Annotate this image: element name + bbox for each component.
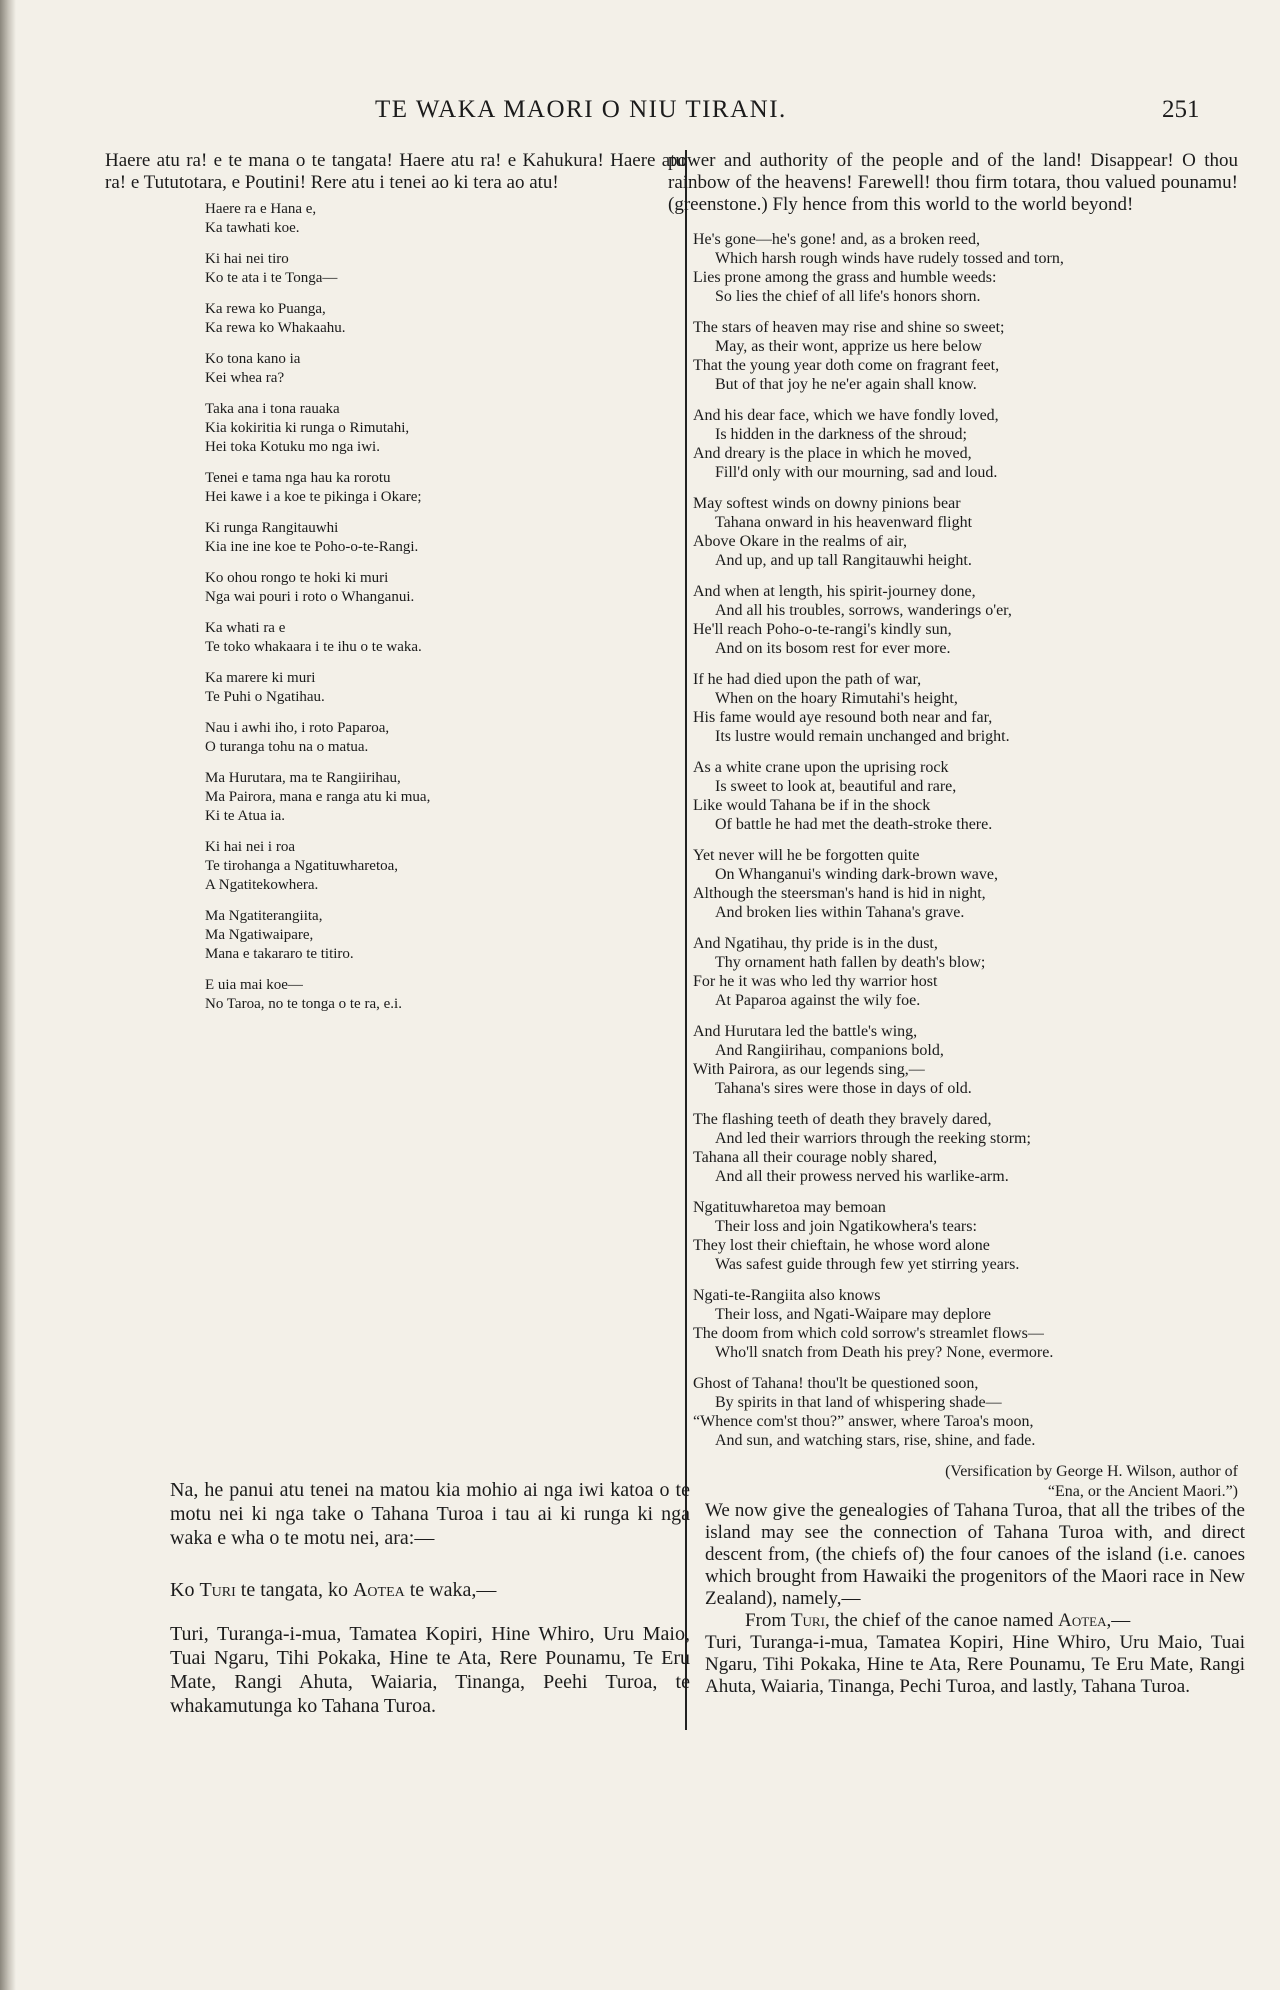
stanza xyxy=(693,1022,1238,1098)
canoe-line-suffix: te waka,— xyxy=(409,1579,497,1601)
verse-line: His fame would aye resound both near and far, xyxy=(693,709,993,726)
stanza xyxy=(693,318,1238,394)
left-intro-paragraph: Haere atu ra! e te mana o te tangata! Haere atu ra! e Kahukura! Haere atu ra! e Tututotara, e Poutini! Rere atu i tenei ao ki tera ao atu! xyxy=(105,150,685,193)
credit-line-2: “Ena, or the Ancient Maori.”) xyxy=(1047,1483,1238,1500)
verse-line: Hei kawe i a koe te pikinga i Okare; xyxy=(205,489,422,505)
verse-line: Ka rewa ko Whakaahu. xyxy=(205,320,346,336)
verse-line: Although the steersman's hand is hid in night, xyxy=(693,885,986,902)
from-canoe: Aotea xyxy=(1058,1610,1107,1631)
stanza xyxy=(205,250,685,288)
canoe-person: Turi xyxy=(199,1579,236,1601)
english-versification xyxy=(668,230,1238,1450)
canoe-line-prefix: Ko xyxy=(170,1579,195,1601)
stanza xyxy=(205,200,685,238)
verse-line: Like would Tahana be if in the shock xyxy=(693,797,931,814)
from-end: ,— xyxy=(1106,1610,1131,1631)
stanza xyxy=(693,230,1238,306)
stanza xyxy=(205,719,685,757)
right-intro-paragraph: power and authority of the people and of the land! Disappear! O thou rainbow of the heavens! Farewell! thou firm totara, thou valued pounamu! (greenstone.) Fly hence from this world to the world beyond! xyxy=(668,150,1238,215)
verse-line: The doom from which cold sorrow's streamlet flows— xyxy=(693,1325,1044,1342)
stanza xyxy=(693,758,1238,834)
verse-line: Ki hai nei tiro xyxy=(205,251,289,267)
verse-line: Who'll snatch from Death his prey? None, evermore. xyxy=(715,1344,1054,1361)
verse-line: Haere ra e Hana e, xyxy=(205,201,317,217)
verse-line: Ma Pairora, mana e ranga atu ki mua, xyxy=(205,789,431,805)
verse-line: The flashing teeth of death they bravely dared, xyxy=(693,1111,992,1128)
verse-line: Fill'd only with our mourning, sad and loud. xyxy=(715,464,998,481)
from-prefix: From xyxy=(745,1610,787,1631)
verse-line: Te Puhi o Ngatihau. xyxy=(205,689,325,705)
credit-line-1: (Versification by George H. Wilson, author of xyxy=(945,1463,1238,1480)
stanza xyxy=(693,1198,1238,1274)
verse-line: Ki hai nei i roa xyxy=(205,839,295,855)
verse-line: As a white crane upon the uprising rock xyxy=(693,759,949,776)
verse-line: May, as their wont, apprize us here below xyxy=(715,338,982,355)
verse-line: At Paparoa against the wily foe. xyxy=(715,992,921,1009)
stanza xyxy=(205,838,685,895)
verse-line: Thy ornament hath fallen by death's blow; xyxy=(715,954,986,971)
verse-line: And led their warriors through the reeking storm; xyxy=(715,1130,1031,1147)
stanza xyxy=(205,976,685,1014)
verse-line: Which harsh rough winds have rudely tossed and torn, xyxy=(715,250,1064,267)
right-genealogy-intro: We now give the genealogies of Tahana Turoa, that all the tribes of the island may see the connection of Tahana Turoa with, and direct descent from, (the chiefs of) the four canoes of the island (i.e. canoes which brought from Hawaiki the progenitors of the Maori race in New Zealand), namely,— xyxy=(705,1500,1245,1609)
verse-line: He's gone—he's gone! and, as a broken reed, xyxy=(693,231,980,248)
stanza xyxy=(693,406,1238,482)
stanza xyxy=(205,519,685,557)
verse-line: Ghost of Tahana! thou'lt be questioned soon, xyxy=(693,1375,979,1392)
verse-line: Ma Ngatiwaipare, xyxy=(205,927,314,943)
verse-line: When on the hoary Rimutahi's height, xyxy=(715,690,958,707)
stanza xyxy=(205,400,685,457)
page-number: 251 xyxy=(1162,96,1200,123)
verse-line: With Pairora, as our legends sing,— xyxy=(693,1061,925,1078)
stanza xyxy=(693,1374,1238,1450)
verse-line: Yet never will he be forgotten quite xyxy=(693,847,920,864)
verse-line: Above Okare in the realms of air, xyxy=(693,533,907,550)
right-column xyxy=(668,150,1238,1502)
page-edge-shadow xyxy=(0,0,16,1990)
verse-line: And dreary is the place in which he moved, xyxy=(693,445,972,462)
versification-credit xyxy=(668,1462,1238,1502)
verse-line: A Ngatitekowhera. xyxy=(205,877,319,893)
verse-line: And all his troubles, sorrows, wanderings o'er, xyxy=(715,602,1012,619)
right-genealogy-list: Turi, Turanga-i-mua, Tamatea Kopiri, Hine Whiro, Uru Maio, Tuai Ngaru, Tihi Pokaka, Hine te Ata, Rere Pounamu, Te Eru Mate, Rangi Ahuta, Waiaria, Tinanga, Pechi Turoa, and lastly, Tahana Turoa. xyxy=(705,1632,1245,1697)
running-header xyxy=(0,96,1280,136)
verse-line: Their loss, and Ngati-Waipare may deplore xyxy=(715,1306,991,1323)
verse-line: And Hurutara led the battle's wing, xyxy=(693,1023,918,1040)
verse-line: O turanga tohu na o matua. xyxy=(205,739,369,755)
verse-line: Ko tona kano ia xyxy=(205,351,301,367)
stanza xyxy=(693,1286,1238,1362)
verse-line: The stars of heaven may rise and shine so sweet; xyxy=(693,319,1005,336)
verse-line: But of that joy he ne'er again shall know. xyxy=(715,376,977,393)
verse-line: Ma Ngatiterangiita, xyxy=(205,908,323,924)
left-canoe-line xyxy=(170,1578,690,1602)
verse-line: Ko te ata i te Tonga— xyxy=(205,270,338,286)
stanza xyxy=(205,469,685,507)
verse-line: Ki te Atua ia. xyxy=(205,808,285,824)
verse-line: Te tirohanga a Ngatituwharetoa, xyxy=(205,858,399,874)
verse-line: No Taroa, no te tonga o te ra, e.i. xyxy=(205,996,402,1012)
verse-line: Mana e takararo te titiro. xyxy=(205,946,354,962)
verse-line: They lost their chieftain, he whose word alone xyxy=(693,1237,990,1254)
stanza xyxy=(693,1110,1238,1186)
verse-line: And all their prowess nerved his warlike-arm. xyxy=(715,1168,1009,1185)
verse-line: By spirits in that land of whispering shade— xyxy=(715,1394,1002,1411)
verse-line: Was safest guide through few yet stirring years. xyxy=(715,1256,1020,1273)
right-from-line xyxy=(705,1610,1245,1632)
verse-line: Tahana all their courage nobly shared, xyxy=(693,1149,938,1166)
verse-line: So lies the chief of all life's honors shorn. xyxy=(715,288,981,305)
verse-line: Ka tawhati koe. xyxy=(205,220,300,236)
verse-line: Nau i awhi iho, i roto Paparoa, xyxy=(205,720,390,736)
left-genealogy-intro: Na, he panui atu tenei na matou kia mohio ai nga iwi katoa o te motu nei ki nga take o Tahana Turoa i tau ai ki runga ki nga waka e wha o te motu nei, ara:— xyxy=(170,1479,690,1549)
stanza xyxy=(205,907,685,964)
verse-line: Ko ohou rongo te hoki ki muri xyxy=(205,570,389,586)
verse-line: If he had died upon the path of war, xyxy=(693,671,922,688)
verse-line: And up, and up tall Rangitauwhi height. xyxy=(715,552,972,569)
verse-line: Ma Hurutara, ma te Rangiirihau, xyxy=(205,770,401,786)
verse-line: And on its bosom rest for ever more. xyxy=(715,640,951,657)
verse-line: And his dear face, which we have fondly loved, xyxy=(693,407,999,424)
verse-line: And when at length, his spirit-journey done, xyxy=(693,583,976,600)
verse-line: Ngati-te-Rangiita also knows xyxy=(693,1287,881,1304)
stanza xyxy=(205,619,685,657)
verse-line: Ngatituwharetoa may bemoan xyxy=(693,1199,886,1216)
left-genealogy-list: Turi, Turanga-i-mua, Tamatea Kopiri, Hine Whiro, Uru Maio, Tuai Ngaru, Tihi Pokaka, Hine te Ata, Rere Pounamu, Te Eru Mate, Rangi Ahuta, Waiaria, Tinanga, Peehi Turoa, te whakamutunga ko Tahana Turoa. xyxy=(170,1623,690,1717)
verse-line: Its lustre would remain unchanged and bright. xyxy=(715,728,1010,745)
verse-line: Tenei e tama nga hau ka rorotu xyxy=(205,470,391,486)
left-column xyxy=(105,150,685,1026)
stanza xyxy=(693,494,1238,570)
verse-line: And broken lies within Tahana's grave. xyxy=(715,904,965,921)
stanza xyxy=(205,569,685,607)
verse-line: He'll reach Poho-o-te-rangi's kindly sun, xyxy=(693,621,952,638)
verse-line: Ka rewa ko Puanga, xyxy=(205,301,326,317)
stanza xyxy=(693,670,1238,746)
verse-line: That the young year doth come on fragrant feet, xyxy=(693,357,1000,374)
stanza xyxy=(205,669,685,707)
verse-line: And sun, and watching stars, rise, shine, and fade. xyxy=(715,1432,1036,1449)
verse-line: On Whanganui's winding dark-brown wave, xyxy=(715,866,998,883)
verse-line: Nga wai pouri i roto o Whanganui. xyxy=(205,589,415,605)
right-genealogy-section xyxy=(705,1500,1245,1698)
left-genealogy-section xyxy=(170,1478,690,1718)
stanza xyxy=(693,934,1238,1010)
verse-line: Of battle he had met the death-stroke there. xyxy=(715,816,993,833)
from-suffix: , the chief of the canoe named xyxy=(824,1610,1054,1631)
verse-line: And Ngatihau, thy pride is in the dust, xyxy=(693,935,938,952)
verse-line: Is sweet to look at, beautiful and rare, xyxy=(715,778,957,795)
verse-line: Their loss and join Ngatikowhera's tears: xyxy=(715,1218,977,1235)
stanza xyxy=(205,300,685,338)
canoe-name: Aotea xyxy=(352,1579,405,1601)
stanza xyxy=(205,350,685,388)
verse-line: May softest winds on downy pinions bear xyxy=(693,495,961,512)
verse-line: Ki runga Rangitauwhi xyxy=(205,520,339,536)
stanza xyxy=(205,769,685,826)
verse-line: Kei whea ra? xyxy=(205,370,285,386)
verse-line: For he it was who led thy warrior host xyxy=(693,973,938,990)
stanza xyxy=(693,582,1238,658)
running-title: TE WAKA MAORI O NIU TIRANI. xyxy=(375,96,787,123)
verse-line: Is hidden in the darkness of the shroud; xyxy=(715,426,967,443)
verse-line: “Whence com'st thou?” answer, where Taroa's moon, xyxy=(693,1413,1034,1430)
verse-line: Lies prone among the grass and humble weeds: xyxy=(693,269,997,286)
canoe-line-mid: te tangata, ko xyxy=(240,1579,348,1601)
verse-line: And Rangiirihau, companions bold, xyxy=(715,1042,944,1059)
verse-line: Tahana onward in his heavenward flight xyxy=(715,514,973,531)
verse-line: Kia kokiritia ki runga o Rimutahi, xyxy=(205,420,410,436)
from-person: Turi xyxy=(790,1610,825,1631)
verse-line: Taka ana i tona rauaka xyxy=(205,401,340,417)
verse-line: Hei toka Kotuku mo nga iwi. xyxy=(205,439,380,455)
stanza xyxy=(693,846,1238,922)
verse-line: E uia mai koe— xyxy=(205,977,303,993)
maori-lament xyxy=(105,200,685,1014)
verse-line: Tahana's sires were those in days of old. xyxy=(715,1080,972,1097)
verse-line: Kia ine ine koe te Poho-o-te-Rangi. xyxy=(205,539,419,555)
verse-line: Ka whati ra e xyxy=(205,620,286,636)
verse-line: Ka marere ki muri xyxy=(205,670,316,686)
verse-line: Te toko whakaara i te ihu o te waka. xyxy=(205,639,422,655)
